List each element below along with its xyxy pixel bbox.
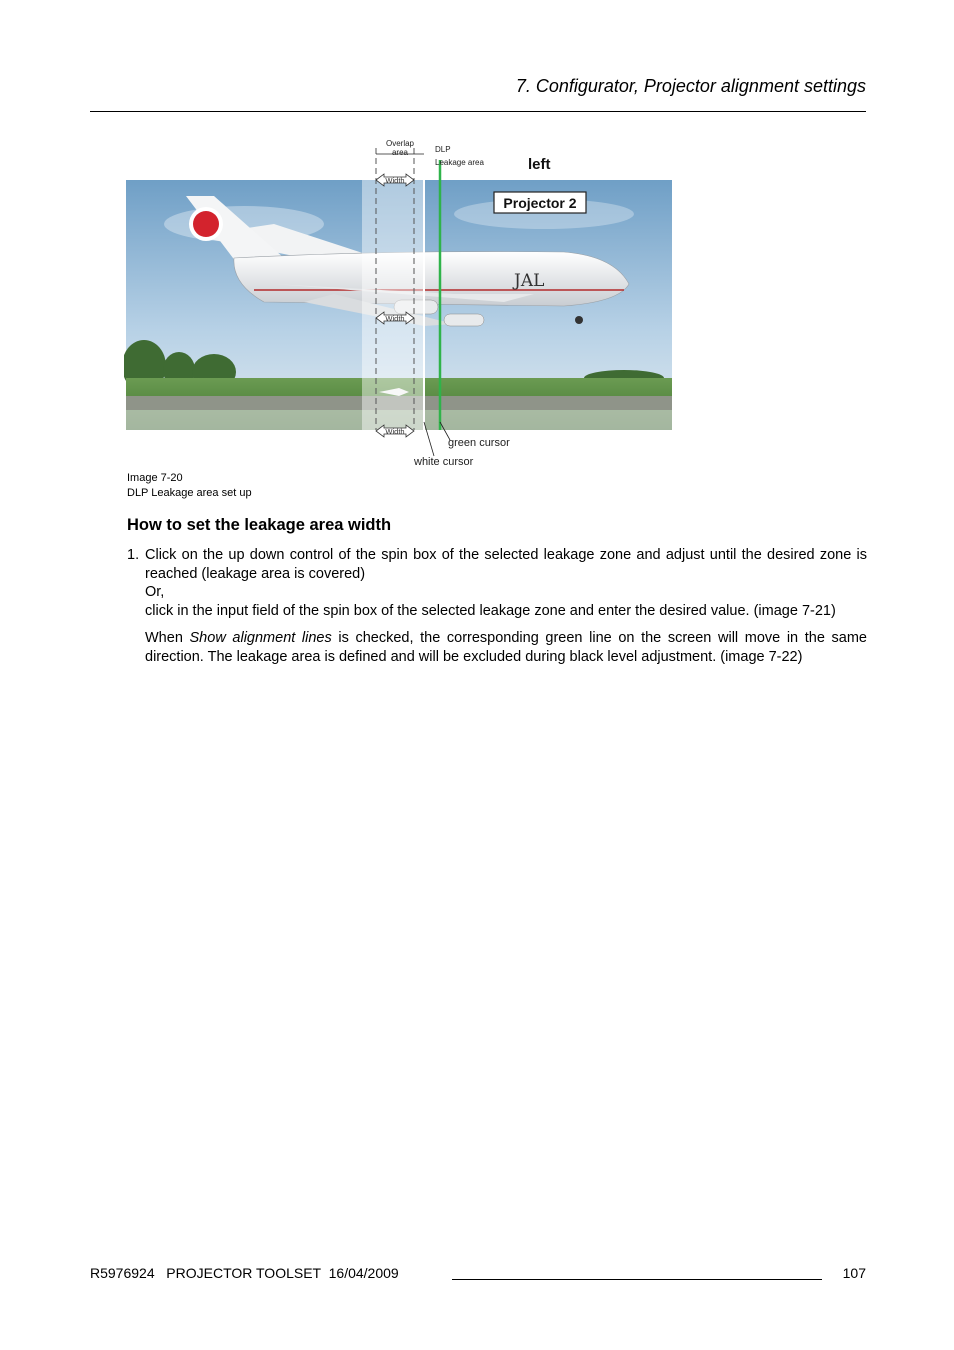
step-or: Or, xyxy=(145,584,165,600)
note-suffix: is checked, the corresponding green line on the screen will move in the same direction. The leakage area is defined and will be excluded during black level adjustment. (image 7-22) xyxy=(145,630,867,665)
step-number: 1. xyxy=(127,547,140,563)
overlap-label: Overlap xyxy=(385,139,415,148)
page-number: 107 xyxy=(842,1265,866,1281)
width-label: Width xyxy=(385,314,405,323)
green-cursor-label: green cursor xyxy=(448,437,510,449)
footer-document-info: R5976924 PROJECTOR TOOLSET 16/04/2009 xyxy=(90,1265,399,1281)
caption-number: Image 7-20 xyxy=(127,472,183,484)
note-prefix: When xyxy=(145,630,190,646)
width-label: Width xyxy=(385,427,405,436)
caption-text: DLP Leakage area set up xyxy=(127,487,252,499)
overlap-label-line2: area xyxy=(391,148,409,157)
overlap-area xyxy=(362,180,424,430)
figure-leakage-area xyxy=(124,134,684,470)
figure-caption xyxy=(127,471,252,501)
airplane-livery-text: JAL xyxy=(514,271,545,291)
width-arrow-middle xyxy=(376,312,414,324)
width-label: Width xyxy=(385,176,405,185)
figure-illustration xyxy=(124,134,684,470)
projector-label: Projector 2 xyxy=(503,195,577,211)
step-note xyxy=(145,629,867,666)
note-option-name: Show alignment lines xyxy=(189,630,332,646)
width-arrow-bottom xyxy=(376,425,414,437)
footer-divider xyxy=(452,1279,822,1280)
white-cursor-label: white cursor xyxy=(414,456,474,468)
leakage-area-label: Leakage area xyxy=(435,158,484,167)
page-footer xyxy=(90,1265,866,1285)
dlp-label: DLP xyxy=(435,145,451,154)
section-heading: How to set the leakage area width xyxy=(127,516,392,534)
step-body xyxy=(145,546,867,666)
side-label: left xyxy=(528,156,551,173)
step-1 xyxy=(127,546,867,666)
header-divider xyxy=(90,111,866,112)
width-arrow-top xyxy=(376,174,414,186)
step-alternative: click in the input field of the spin box of the selected leakage zone and enter the desired value. (image 7-21) xyxy=(145,602,836,619)
chapter-title: 7. Configurator, Projector alignment settings xyxy=(515,76,866,96)
step-instruction: Click on the up down control of the spin box of the selected leakage zone and adjust until the desired zone is reached (leakage area is covered) xyxy=(145,547,867,582)
